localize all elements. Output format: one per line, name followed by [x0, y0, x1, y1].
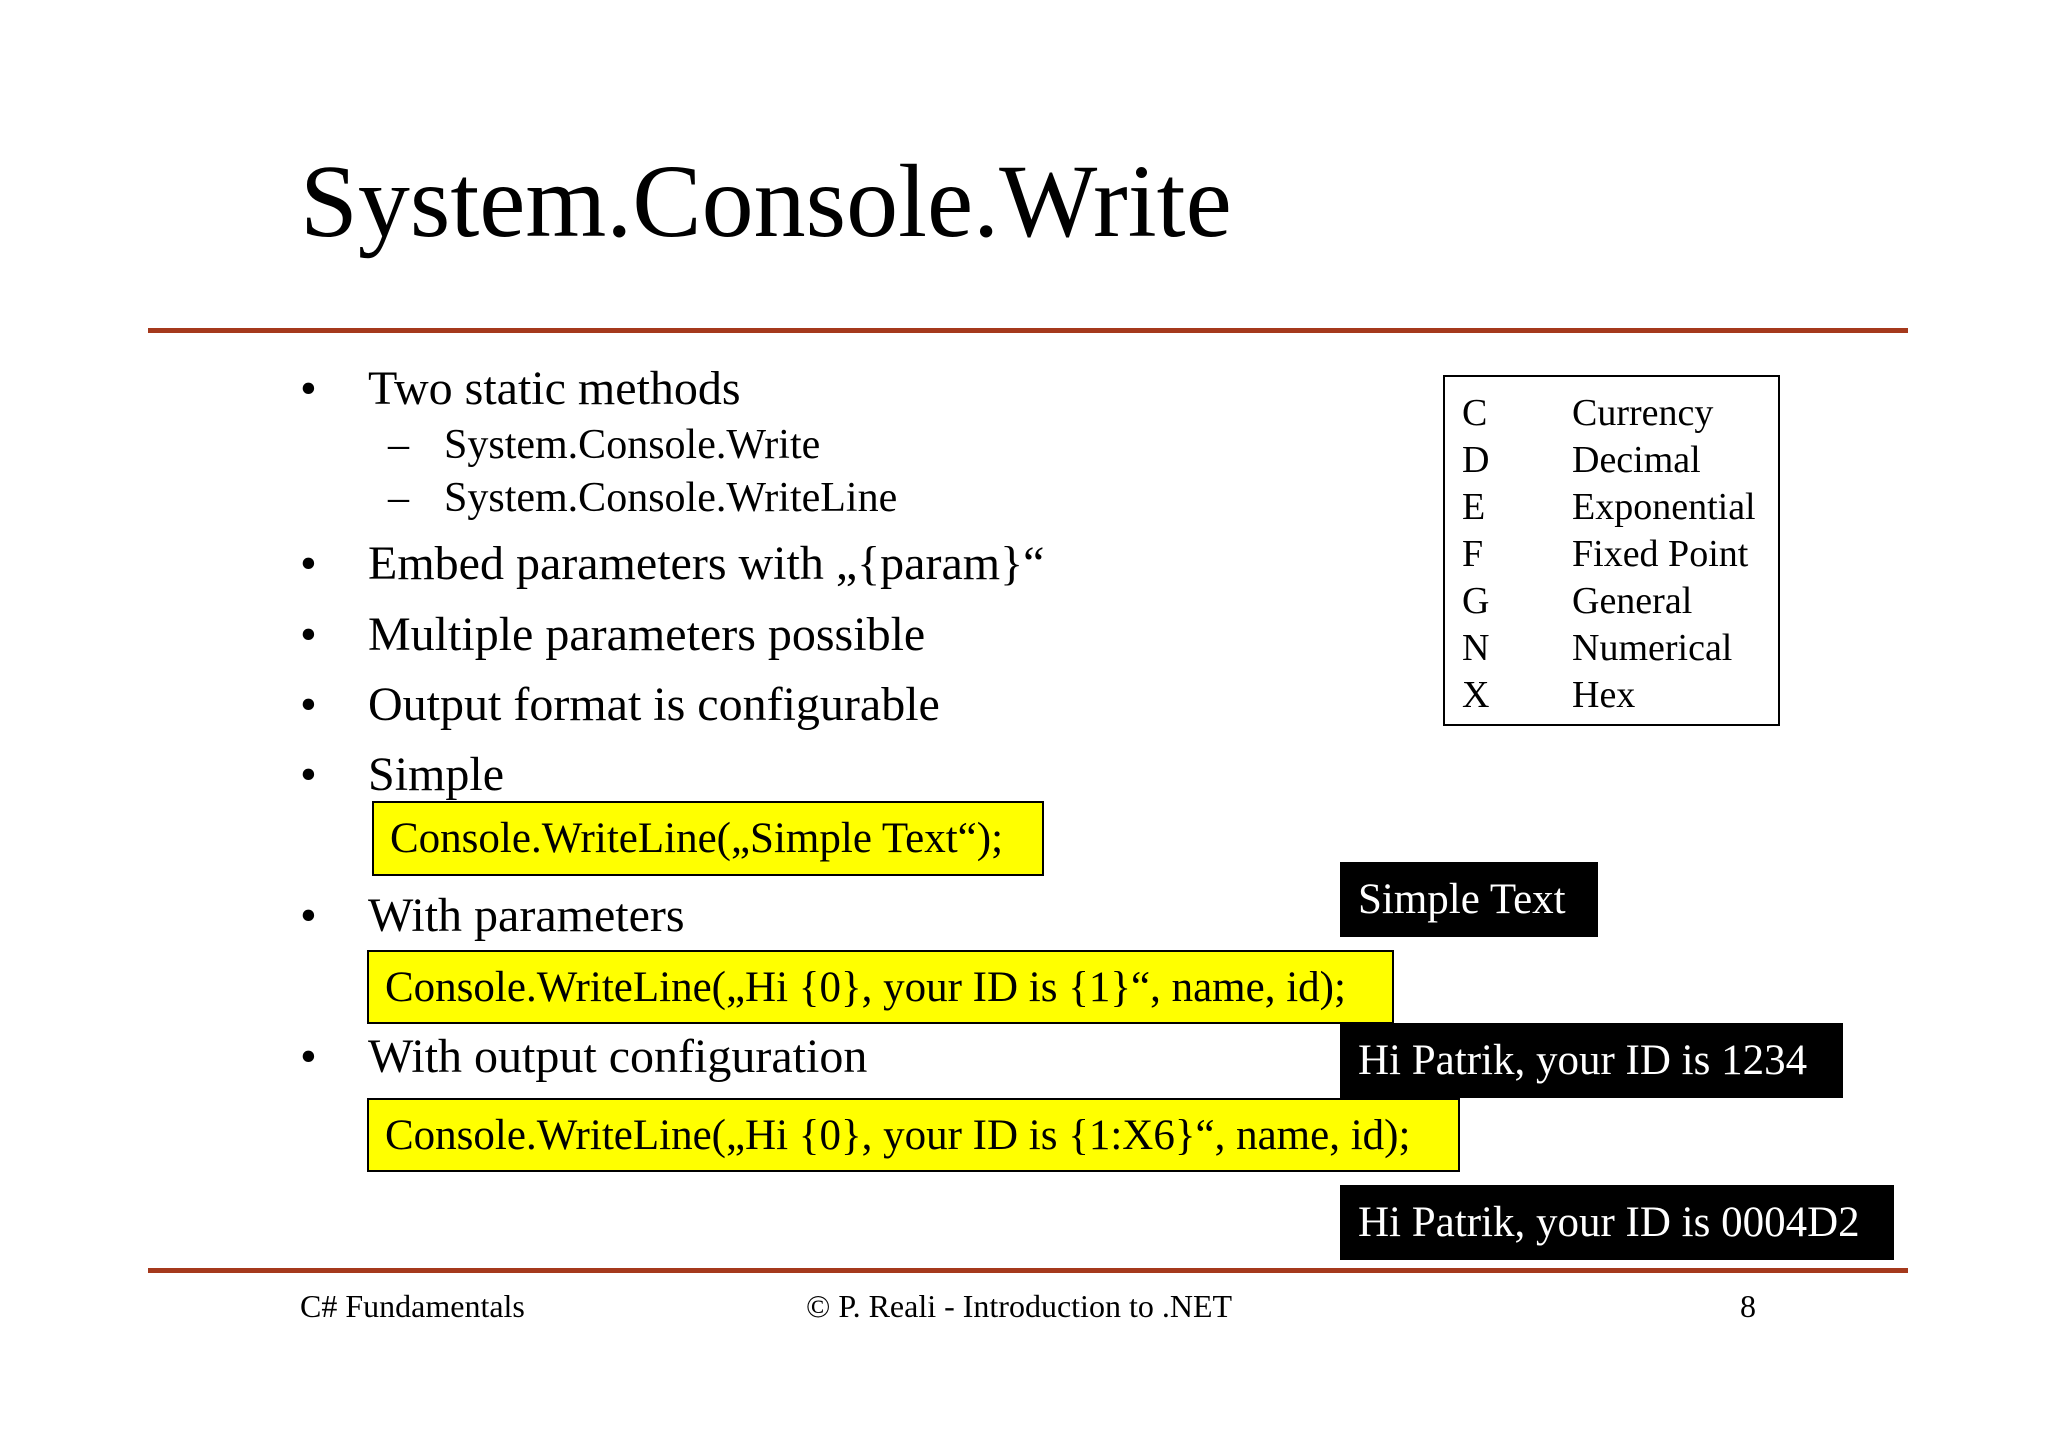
title-divider	[148, 328, 1908, 333]
format-name: Currency	[1572, 392, 1714, 434]
bullet-dot: •	[300, 748, 317, 801]
format-code: F	[1462, 533, 1484, 575]
format-name: Exponential	[1572, 486, 1756, 528]
format-code: E	[1462, 486, 1486, 528]
footer-divider	[148, 1268, 1908, 1273]
format-name: Decimal	[1572, 439, 1701, 481]
format-code: X	[1462, 674, 1490, 716]
bullet-dot: •	[300, 362, 317, 415]
format-code: C	[1462, 392, 1488, 434]
footer-page-number: 8	[1740, 1288, 1756, 1324]
code-params: Console.WriteLine(„Hi {0}, your ID is {1}“, name, id);	[367, 950, 1394, 1024]
bullet-dot: •	[300, 889, 317, 942]
format-code: N	[1462, 627, 1490, 669]
code-simple: Console.WriteLine(„Simple Text“);	[372, 801, 1044, 876]
format-code: G	[1462, 580, 1490, 622]
format-code: D	[1462, 439, 1490, 481]
format-specifier-table	[1443, 375, 1780, 726]
sub-bullet-dash: –	[388, 475, 409, 521]
bullet-text: Embed parameters with „{param}“	[368, 537, 1045, 590]
bullet-dot: •	[300, 1030, 317, 1083]
bullet-text: Output format is configurable	[368, 678, 940, 731]
bullet-dot: •	[300, 678, 317, 731]
bullet-text: Simple	[368, 748, 505, 801]
format-name: Numerical	[1572, 627, 1733, 669]
bullet-text: Multiple parameters possible	[368, 608, 926, 661]
bullet-dot: •	[300, 537, 317, 590]
sub-bullet-text: System.Console.WriteLine	[444, 475, 898, 521]
bullet-text: Two static methods	[368, 362, 741, 415]
format-name: Fixed Point	[1572, 533, 1749, 575]
slide-title: System.Console.Write	[300, 144, 1232, 259]
output-simple: Simple Text	[1340, 862, 1598, 937]
output-format: Hi Patrik, your ID is 0004D2	[1340, 1185, 1894, 1260]
output-params: Hi Patrik, your ID is 1234	[1340, 1023, 1843, 1098]
footer-copyright: © P. Reali - Introduction to .NET	[806, 1288, 1233, 1324]
sub-bullet-dash: –	[388, 422, 409, 468]
footer-course: C# Fundamentals	[300, 1288, 525, 1324]
format-name: Hex	[1572, 674, 1636, 716]
bullet-text: With output configuration	[368, 1030, 868, 1083]
bullet-dot: •	[300, 608, 317, 661]
format-name: General	[1572, 580, 1693, 622]
bullet-text: With parameters	[368, 889, 685, 942]
code-format: Console.WriteLine(„Hi {0}, your ID is {1:X6}“, name, id);	[367, 1098, 1460, 1172]
sub-bullet-text: System.Console.Write	[444, 422, 821, 468]
